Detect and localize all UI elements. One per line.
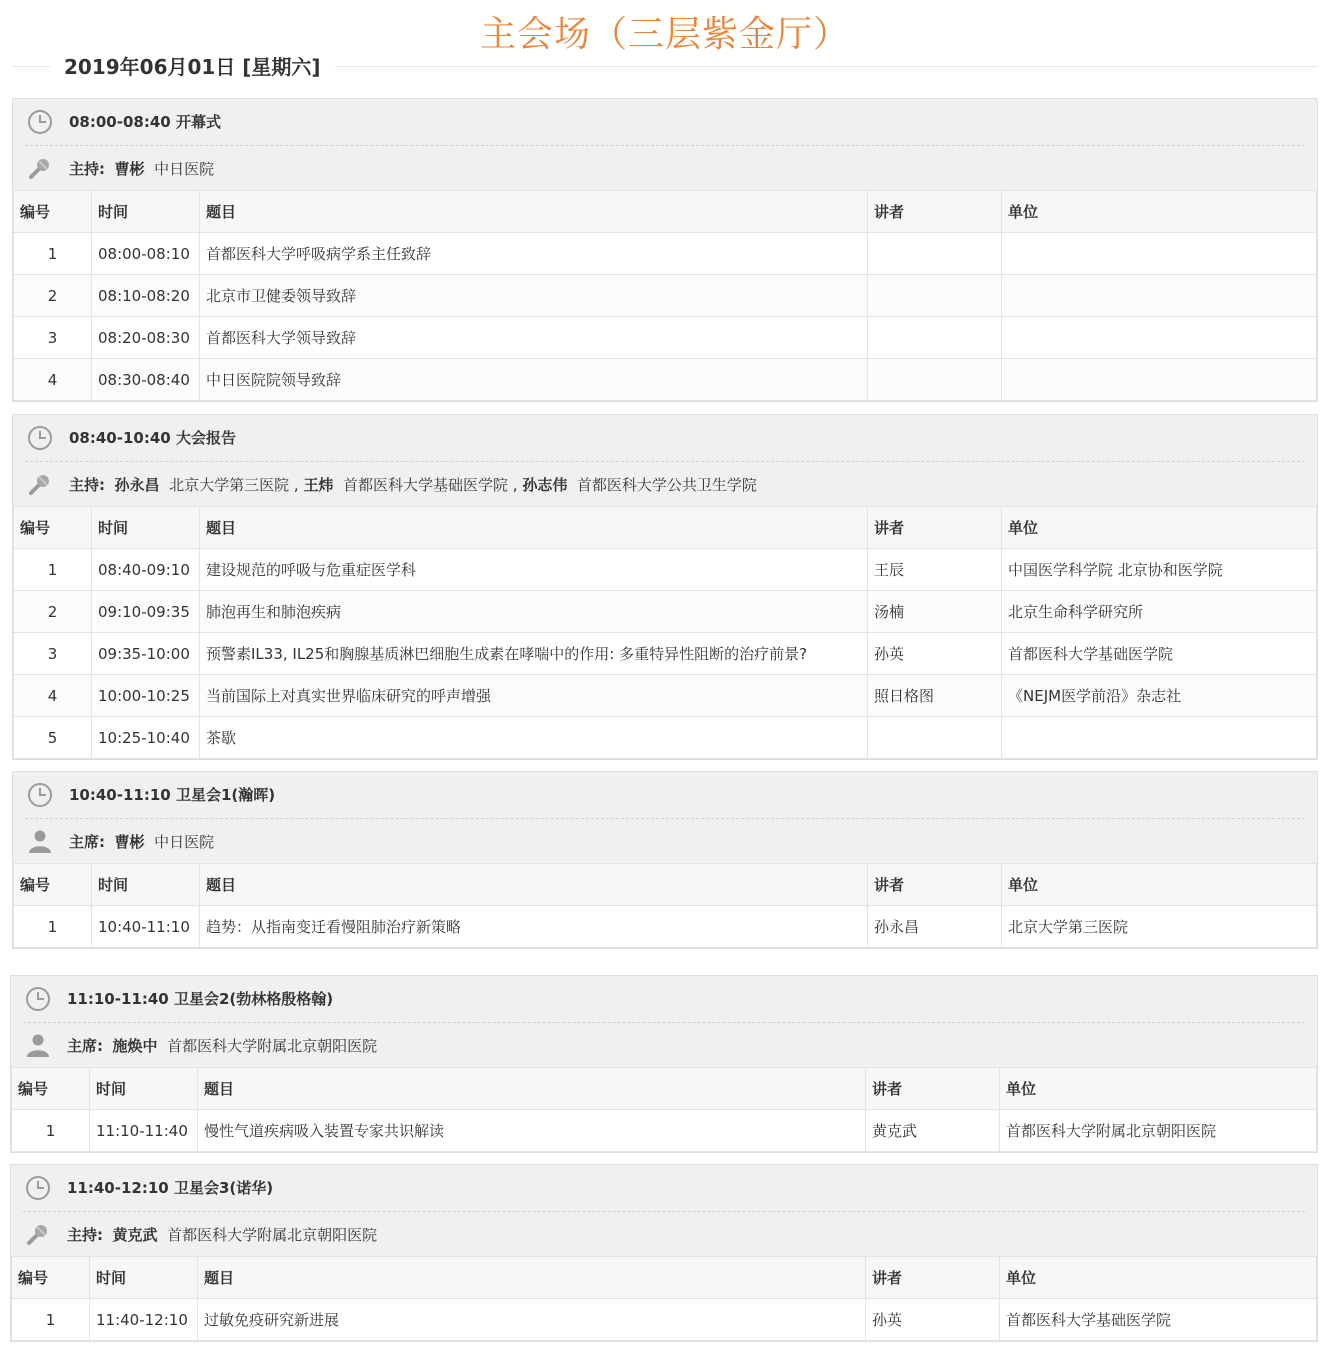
- cell-time: 08:40-09:10: [92, 549, 200, 591]
- header-topic: 题目: [200, 864, 868, 906]
- date-header: [12, 46, 1318, 86]
- host-unit: 首都医科大学公共卫生学院: [576, 476, 757, 494]
- cell-speaker: 孙英: [868, 633, 1002, 675]
- cell-unit: [1002, 359, 1317, 401]
- cell-topic: 过敏免疫研究新进展: [198, 1299, 866, 1341]
- table-header-row: [14, 191, 1317, 233]
- cell-time: 08:10-08:20: [92, 275, 200, 317]
- cell-speaker: 王辰: [868, 549, 1002, 591]
- session-header: [11, 976, 1317, 1022]
- table-header-row: [12, 1257, 1317, 1299]
- host-unit: 首都医科大学附属北京朝阳医院: [167, 1037, 378, 1055]
- cell-unit: [1002, 275, 1317, 317]
- cell-speaker: [868, 717, 1002, 759]
- agenda-table: [13, 190, 1317, 401]
- cell-time: 10:25-10:40: [92, 717, 200, 759]
- host-label: 主席:: [67, 1037, 103, 1055]
- clock-icon: [27, 425, 53, 451]
- table-row: [12, 1299, 1317, 1341]
- cell-speaker: [868, 317, 1002, 359]
- table-row: [12, 1110, 1317, 1152]
- session-block: [12, 98, 1318, 402]
- session-header: [13, 772, 1317, 818]
- cell-speaker: [868, 275, 1002, 317]
- header-time: 时间: [92, 191, 200, 233]
- host-name: 施焕中: [112, 1037, 158, 1055]
- host-line: [67, 1035, 377, 1056]
- table-row: [14, 906, 1317, 948]
- table-row: [14, 359, 1317, 401]
- cell-topic: 中日医院院领导致辞: [200, 359, 868, 401]
- header-topic: 题目: [198, 1257, 866, 1299]
- cell-time: 08:00-08:10: [92, 233, 200, 275]
- cell-topic: 茶歇: [200, 717, 868, 759]
- cell-unit: [1002, 717, 1317, 759]
- header-no: 编号: [12, 1257, 90, 1299]
- table-header-row: [14, 507, 1317, 549]
- host-name: 王炜: [303, 476, 334, 494]
- cell-speaker: 照日格图: [868, 675, 1002, 717]
- cell-time: 09:35-10:00: [92, 633, 200, 675]
- session-time-title: 11:40-12:10 卫星会3(诺华): [67, 1179, 274, 1197]
- cell-speaker: [868, 359, 1002, 401]
- host-label: 主持:: [69, 476, 105, 494]
- table-row: [14, 549, 1317, 591]
- cell-time: 10:00-10:25: [92, 675, 200, 717]
- header-unit: 单位: [1002, 864, 1317, 906]
- header-topic: 题目: [200, 191, 868, 233]
- cell-no: 4: [14, 359, 92, 401]
- header-unit: 单位: [1002, 507, 1317, 549]
- table-row: [14, 233, 1317, 275]
- session-block: [12, 414, 1318, 760]
- cell-no: 1: [14, 906, 92, 948]
- table-row: [14, 717, 1317, 759]
- cell-unit: 北京大学第三医院: [1002, 906, 1317, 948]
- header-time: 时间: [90, 1257, 198, 1299]
- host-name: 曹彬: [114, 160, 145, 178]
- page-title: 主会场（三层紫金厅）: [479, 14, 850, 55]
- cell-unit: 北京生命科学研究所: [1002, 591, 1317, 633]
- cell-speaker: 黄克武: [866, 1110, 1000, 1152]
- header-no: 编号: [14, 191, 92, 233]
- host-line: [69, 158, 214, 179]
- cell-speaker: 汤楠: [868, 591, 1002, 633]
- microphone-icon: [27, 471, 53, 497]
- header-speaker: 讲者: [866, 1257, 1000, 1299]
- session-time-title: 08:00-08:40 开幕式: [69, 113, 221, 131]
- header-speaker: 讲者: [868, 191, 1002, 233]
- host-name: 孙永昌: [114, 476, 160, 494]
- cell-time: 10:40-11:10: [92, 906, 200, 948]
- session-header: [13, 99, 1317, 145]
- header-unit: 单位: [1002, 191, 1317, 233]
- header-no: 编号: [14, 864, 92, 906]
- cell-no: 2: [14, 275, 92, 317]
- date-label: 2019年06月01日 [星期六]: [50, 51, 335, 80]
- host-unit: 中日医院: [154, 160, 215, 178]
- table-row: [14, 633, 1317, 675]
- microphone-icon: [27, 155, 53, 181]
- header-time: 时间: [90, 1068, 198, 1110]
- host-unit: 中日医院: [154, 833, 215, 851]
- host-unit: 首都医科大学附属北京朝阳医院: [167, 1226, 378, 1244]
- cell-no: 1: [14, 233, 92, 275]
- table-row: [14, 317, 1317, 359]
- host-line: [69, 831, 214, 852]
- cell-topic: 肺泡再生和肺泡疾病: [200, 591, 868, 633]
- table-row: [14, 275, 1317, 317]
- session-host: [25, 461, 1305, 506]
- host-unit: 北京大学第三医院 ,: [169, 476, 299, 494]
- cell-topic: 慢性气道疾病吸入装置专家共识解读: [198, 1110, 866, 1152]
- cell-no: 1: [14, 549, 92, 591]
- session-block: [10, 1164, 1318, 1342]
- session-time-title: 08:40-10:40 大会报告: [69, 429, 236, 447]
- cell-no: 3: [14, 633, 92, 675]
- cell-no: 1: [12, 1299, 90, 1341]
- cell-topic: 建设规范的呼吸与危重症医学科: [200, 549, 868, 591]
- session-host: [25, 145, 1305, 190]
- host-line: [69, 474, 757, 495]
- session-block: [10, 975, 1318, 1153]
- cell-time: 08:20-08:30: [92, 317, 200, 359]
- cell-no: 1: [12, 1110, 90, 1152]
- cell-time: 09:10-09:35: [92, 591, 200, 633]
- cell-topic: 趋势：从指南变迁看慢阻肺治疗新策略: [200, 906, 868, 948]
- cell-unit: 首都医科大学基础医学院: [1000, 1299, 1317, 1341]
- cell-topic: 首都医科大学呼吸病学系主任致辞: [200, 233, 868, 275]
- session-host: [23, 1022, 1305, 1067]
- header-speaker: 讲者: [866, 1068, 1000, 1110]
- header-unit: 单位: [1000, 1257, 1317, 1299]
- table-row: [14, 591, 1317, 633]
- agenda-table: [13, 863, 1317, 948]
- host-line: [67, 1224, 377, 1245]
- cell-time: 08:30-08:40: [92, 359, 200, 401]
- table-header-row: [14, 864, 1317, 906]
- session-host: [23, 1211, 1305, 1256]
- clock-icon: [25, 986, 51, 1012]
- host-label: 主席:: [69, 833, 105, 851]
- header-no: 编号: [12, 1068, 90, 1110]
- host-unit: 首都医科大学基础医学院 ,: [343, 476, 518, 494]
- table-row: [14, 675, 1317, 717]
- session-time-title: 10:40-11:10 卫星会1(瀚晖): [69, 786, 276, 804]
- header-topic: 题目: [200, 507, 868, 549]
- agenda-table: [13, 506, 1317, 759]
- host-name: 黄克武: [112, 1226, 158, 1244]
- microphone-icon: [25, 1221, 51, 1247]
- agenda-table: [11, 1256, 1317, 1341]
- host-name: 孙志伟: [522, 476, 568, 494]
- cell-unit: 中国医学科学院 北京协和医学院: [1002, 549, 1317, 591]
- header-time: 时间: [92, 507, 200, 549]
- header-topic: 题目: [198, 1068, 866, 1110]
- clock-icon: [25, 1175, 51, 1201]
- cell-speaker: 孙永昌: [868, 906, 1002, 948]
- agenda-table: [11, 1067, 1317, 1152]
- cell-topic: 当前国际上对真实世界临床研究的呼声增强: [200, 675, 868, 717]
- cell-topic: 预警素IL33, IL25和胸腺基质淋巴细胞生成素在哮喘中的作用: 多重特异性阻断的治疗前景?: [200, 633, 868, 675]
- cell-speaker: [868, 233, 1002, 275]
- table-header-row: [12, 1068, 1317, 1110]
- cell-no: 3: [14, 317, 92, 359]
- cell-no: 2: [14, 591, 92, 633]
- cell-unit: 首都医科大学基础医学院: [1002, 633, 1317, 675]
- host-label: 主持:: [67, 1226, 103, 1244]
- session-header: [13, 415, 1317, 461]
- header-no: 编号: [14, 507, 92, 549]
- clock-icon: [27, 782, 53, 808]
- cell-unit: 首都医科大学附属北京朝阳医院: [1000, 1110, 1317, 1152]
- person-icon: [25, 1032, 51, 1058]
- session-time-title: 11:10-11:40 卫星会2(勃林格殷格翰): [67, 990, 334, 1008]
- cell-unit: [1002, 317, 1317, 359]
- cell-time: 11:10-11:40: [90, 1110, 198, 1152]
- cell-speaker: 孙英: [866, 1299, 1000, 1341]
- clock-icon: [27, 109, 53, 135]
- cell-unit: 《NEJM医学前沿》杂志社: [1002, 675, 1317, 717]
- header-speaker: 讲者: [868, 864, 1002, 906]
- cell-no: 5: [14, 717, 92, 759]
- cell-topic: 首都医科大学领导致辞: [200, 317, 868, 359]
- person-icon: [27, 828, 53, 854]
- session-host: [25, 818, 1305, 863]
- header-speaker: 讲者: [868, 507, 1002, 549]
- session-header: [11, 1165, 1317, 1211]
- header-time: 时间: [92, 864, 200, 906]
- header-unit: 单位: [1000, 1068, 1317, 1110]
- cell-time: 11:40-12:10: [90, 1299, 198, 1341]
- host-label: 主持:: [69, 160, 105, 178]
- cell-topic: 北京市卫健委领导致辞: [200, 275, 868, 317]
- session-block: [12, 771, 1318, 949]
- cell-no: 4: [14, 675, 92, 717]
- cell-unit: [1002, 233, 1317, 275]
- host-name: 曹彬: [114, 833, 145, 851]
